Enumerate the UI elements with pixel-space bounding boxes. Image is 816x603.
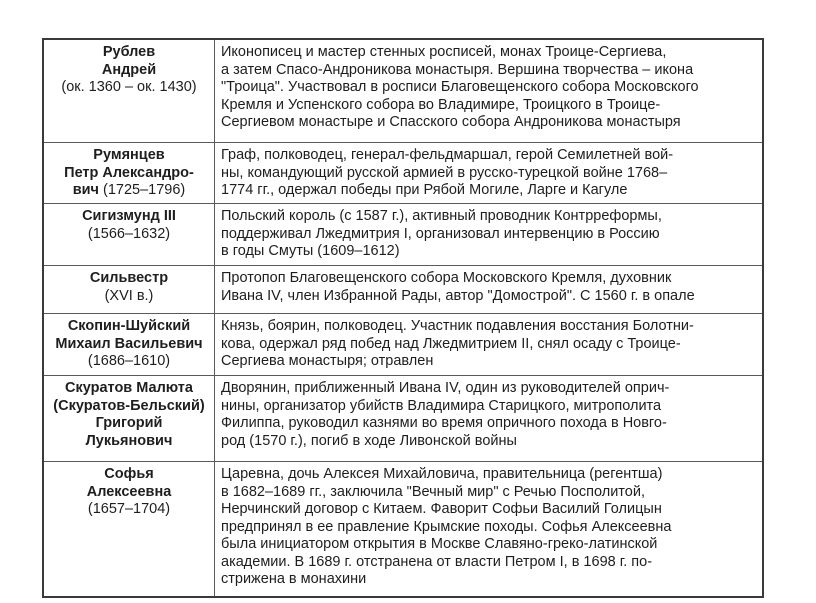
description-cell: Граф, полководец, генерал-фельдмаршал, герой Семилетней вой- ны, командующий русской армией в русско-турецкой войне 1768– 1774 гг., одержал победы при Рябой Могиле, Ларге и Кагуле	[221, 147, 674, 198]
person-name: Скопин-Шуйский Михаил Васильевич	[55, 318, 203, 352]
person-name: Румянцев Петр Александро- вич	[64, 147, 194, 198]
name-cell	[44, 314, 215, 375]
person-years: (ок. 1360 – ок. 1430)	[61, 79, 197, 95]
person-years: (1725–1796)	[103, 182, 186, 198]
name-cell	[44, 40, 215, 142]
person-years: (1686–1610)	[87, 353, 171, 369]
person-years: (XVI в.)	[104, 287, 154, 304]
table-row	[44, 376, 762, 462]
description-cell: Польский король (с 1587 г.), активный проводник Контрреформы, поддерживал Лжедмитрия I, организовал интервенцию в Россию в годы Смуты (1609–1612)	[221, 208, 662, 259]
person-name: Скуратов Малюта (Скуратов-Бельский) Григорий Лукьянович	[53, 380, 205, 449]
table-row	[44, 462, 762, 596]
description-cell: Протопоп Благовещенского собора Московского Кремля, духовник Ивана IV, член Избранной Рады, автор "Домострой". С 1560 г. в опале	[221, 270, 695, 304]
table-row	[44, 143, 762, 204]
description-cell: Иконописец и мастер стенных росписей, монах Троице-Сергиева, а затем Спасо-Андроникова монастыря. Вершина творчества – икона "Троица". Участвовал в росписи Благовещенского собора Московского Кремля и Успенского собора во Владимире, Троицкого в Троице- Сергиевом монастыре и Спасского собора Андроникова монастыря	[221, 44, 699, 130]
person-years: (1566–1632)	[87, 225, 171, 242]
name-cell	[44, 266, 215, 313]
person-name: Сигизмунд III	[82, 208, 176, 224]
table-row	[44, 314, 762, 376]
description-cell: Дворянин, приближенный Ивана IV, один из руководителей оприч- нины, организатор убийств Владимира Старицкого, митрополита Филиппа, руководил казнями во время опричного похода в Новго- род (1570 г.), погиб в ходе Ливонской войны	[221, 380, 670, 449]
biography-table	[42, 38, 764, 598]
person-years: (1657–1704)	[87, 501, 171, 517]
table-row	[44, 204, 762, 266]
name-cell	[44, 376, 215, 461]
person-name: Рублев Андрей	[101, 44, 157, 78]
name-cell	[44, 462, 215, 596]
name-cell	[44, 204, 215, 265]
description-cell: Князь, боярин, полководец. Участник подавления восстания Болотни- кова, одержал ряд побед над Лжедмитрием II, снял осаду с Троице- Сергиева монастыря; отравлен	[221, 318, 694, 369]
table-row	[44, 40, 762, 143]
table-row	[44, 266, 762, 314]
description-cell: Царевна, дочь Алексея Михайловича, правительница (регентша) в 1682–1689 гг., заключила "Вечный мир" с Речью Посполитой, Нерчинский договор с Китаем. Фаворит Софьи Василий Голицын предпринял в ее правление Крымские походы. Софья Алексеевна была инициатором открытия в Москве Славяно-греко-латинской академии. В 1689 г. отстранена от власти Петром I, в 1698 г. по- стрижена в монахини	[221, 466, 672, 587]
person-name: Софья Алексеевна	[86, 466, 172, 500]
person-name: Сильвестр	[89, 270, 169, 286]
name-cell	[44, 143, 215, 203]
